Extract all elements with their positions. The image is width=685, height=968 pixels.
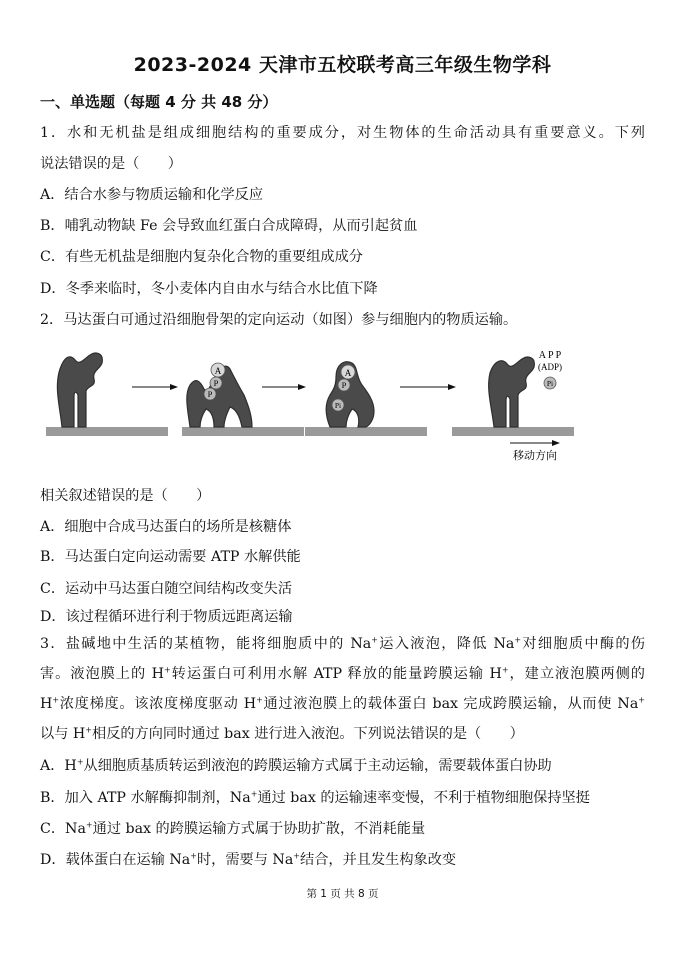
arrow-2-head	[298, 384, 306, 390]
q3-stem-line1: 3．盐碱地中生活的某植物，能将细胞质中的 Na+运入液泡，降低 Na+对细胞质中酶的伤	[40, 635, 645, 652]
q3-option-b: B．加入 ATP 水解酶抑制剂，Na+通过 bax 的运输速率变慢，不利于植物细胞保持坚挺	[40, 789, 590, 806]
q2-option-d: D．该过程循环进行利于物质远距离运输	[40, 609, 293, 625]
direction-label: 移动方向	[513, 449, 557, 462]
arrow-3-head	[448, 384, 456, 390]
label-pi: Pi	[546, 379, 554, 388]
stage-3	[305, 362, 427, 436]
label-p: P	[213, 378, 219, 388]
label-p: P	[207, 389, 213, 399]
section-heading: 一、单选题（每题 4 分 共 48 分）	[40, 93, 278, 111]
q3-option-d: D．载体蛋白在运输 Na+时，需要与 Na+结合，并且发生构象改变	[40, 851, 457, 868]
label-p: P	[341, 380, 347, 390]
stage-2	[182, 363, 304, 436]
q2-question: 相关叙述错误的是（ ）	[40, 488, 211, 504]
q3-option-c: C．Na+通过 bax 的跨膜运输方式属于协助扩散，不消耗能量	[40, 820, 426, 837]
q2-option-b: B．马达蛋白定向运动需要 ATP 水解供能	[40, 549, 301, 565]
q1-option-b: B．哺乳动物缺 Fe 会导致血红蛋白合成障碍，从而引起贫血	[40, 218, 418, 234]
stage-1	[46, 353, 168, 436]
q1-option-c: C．有些无机盐是细胞内复杂化合物的重要组成成分	[40, 249, 363, 265]
arrow-1-head	[170, 384, 178, 390]
motor-protein	[489, 357, 535, 427]
cytoskeleton-track	[46, 427, 168, 436]
q3-stem-line2: 害。液泡膜上的 H+转运蛋白可利用水解 ATP 释放的能量跨膜运输 H+，建立液泡膜两侧的	[40, 665, 645, 682]
cytoskeleton-track	[305, 427, 427, 436]
label-a: A	[214, 366, 222, 376]
label-apdp: A P P	[538, 350, 562, 361]
motor-protein-figure	[40, 345, 600, 470]
stage-4	[452, 350, 574, 436]
direction-arrow-head	[552, 440, 560, 446]
q2-option-c: C．运动中马达蛋白随空间结构改变失活	[40, 581, 293, 597]
q1-option-d: D．冬季来临时，冬小麦体内自由水与结合水比值下降	[40, 281, 378, 297]
cytoskeleton-track	[182, 427, 304, 436]
label-pi: Pi	[334, 401, 342, 410]
q1-option-a: A．结合水参与物质运输和化学反应	[40, 187, 264, 203]
q3-option-a: A．H+从细胞质基质转运到液泡的跨膜运输方式属于主动运输，需要载体蛋白协助	[40, 757, 552, 774]
motor-protein	[57, 353, 102, 427]
label-adp: (ADP)	[538, 362, 562, 372]
page-footer: 第 1 页 共 8 页	[306, 888, 379, 900]
q2-stem: 2．马达蛋白可通过沿细胞骨架的定向运动（如图）参与细胞内的物质运输。	[40, 312, 518, 328]
q3-stem-line4: 以与 H+相反的方向同时通过 bax 进行进入液泡。下列说法错误的是（ ）	[40, 725, 524, 742]
q2-option-a: A．细胞中合成马达蛋白的场所是核糖体	[40, 519, 292, 535]
q1-stem-line2: 说法错误的是（ ）	[40, 156, 182, 172]
cytoskeleton-track	[452, 427, 574, 436]
page-title: 2023-2024 天津市五校联考高三年级生物学科	[133, 54, 552, 76]
q3-stem-line3: H+浓度梯度。该浓度梯度驱动 H+通过液泡膜上的载体蛋白 bax 完成跨膜运输，从而使 Na+	[40, 695, 645, 712]
q1-stem-line1: 1．水和无机盐是组成细胞结构的重要成分，对生物体的生命活动具有重要意义。下列	[40, 125, 645, 141]
label-a: A	[344, 368, 352, 378]
